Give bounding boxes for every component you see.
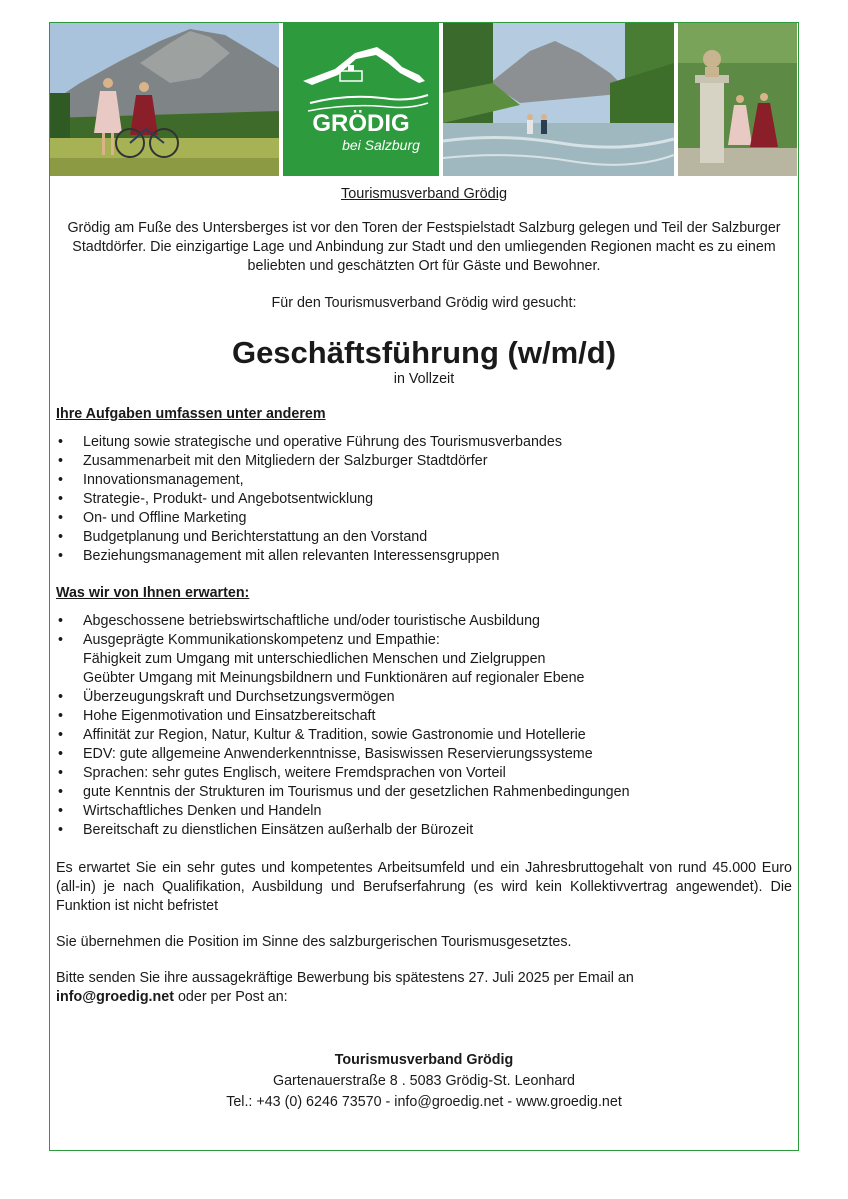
job-subtitle: in Vollzeit [393,371,455,387]
apply-rest: oder per Post an: [177,989,288,1005]
org-title: Tourismusverband Grödig [340,186,508,202]
position-paragraph: Sie übernehmen die Position im Sinne des salzburgerischen Tourismusgesetztes. [56,934,572,950]
list-item: • Zusammenarbeit mit den Mitgliedern der Salzburger Stadtdörfer [56,452,792,471]
list-item: • On- und Offline Marketing [56,509,792,528]
list-item: • Affinität zur Region, Natur, Kultur & Tradition, sowie Gastronomie und Hotellerie [56,726,792,745]
list-item: • Leitung sowie strategische und operative Führung des Tourismusverbandes [56,433,792,452]
list-item [56,631,792,688]
apply-paragraph [56,969,792,1007]
photo-women-with-bicycle [50,23,279,176]
job-title: Geschäftsführung (w/m/d) [231,335,617,370]
photo-statue-women [678,23,797,176]
page-frame [49,22,799,1151]
list-item: • Überzeugungskraft und Durchsetzungsvermögen [56,688,792,707]
list-item: • Budgetplanung und Berichterstattung an den Vorstand [56,528,792,547]
list-sub-line: Fähigkeit zum Umgang mit unterschiedlichen Menschen und Zielgruppen [83,651,546,667]
list-item: • Beziehungsmanagement mit allen relevanten Interessensgruppen [56,547,792,566]
content-body [56,185,792,1113]
footer-address: Gartenauerstraße 8 . 5083 Grödig-St. Leonhard [272,1073,575,1089]
list-sub-line: Geübter Umgang mit Meinungsbildnern und Funktionären auf regionaler Ebene [83,670,585,686]
expect-list [56,612,792,840]
footer-contact: Tel.: +43 (0) 6246 73570 - info@groedig.net - www.groedig.net [226,1094,622,1110]
list-item: • Innovationsmanagement, [56,471,792,490]
list-item: • Abgeschossene betriebswirtschaftliche und/oder touristische Ausbildung [56,612,792,631]
list-item: • Sprachen: sehr gutes Englisch, weitere Fremdsprachen von Vorteil [56,764,792,783]
groedig-logo [283,23,439,176]
footer-org-name: Tourismusverband Grödig [334,1052,514,1068]
salary-paragraph: Es erwartet Sie ein sehr gutes und kompetentes Arbeitsumfeld und ein Jahresbruttogehalt von rund 45.000 Euro (all-in) je nach Qualifikation, Ausbildung und Berufserfahrung (es wird kein Kollektivvertrag angewendet). Die Funktion ist nicht befristet [56,860,792,914]
list-item: • Wirtschaftliches Denken und Handeln [56,802,792,821]
list-item: • Bereitschaft zu dienstlichen Einsätzen außerhalb der Bürozeit [56,821,792,840]
sought-line: Für den Tourismusverband Grödig wird gesucht: [271,295,577,311]
intro-paragraph: Grödig am Fuße des Untersberges ist vor den Toren der Festspielstadt Salzburg gelegen und Teil der Salzburger Stadtdörfer. Die einzigartige Lage und Anbindung zur Stadt und den umliegenden Regionen macht es zu einem beliebten und geschätzten Ort für Gäste und Bewohner. [67,220,781,274]
apply-text: Bitte senden Sie ihre aussagekräftige Bewerbung bis spätestens 27. Juli 2025 per Email an [56,970,634,986]
photo-river-hikers [443,23,674,176]
tasks-heading: Ihre Aufgaben umfassen unter anderem [56,406,326,422]
list-item: • gute Kenntnis der Strukturen im Tourismus und der gesetzlichen Rahmenbedingungen [56,783,792,802]
contact-footer [56,1050,792,1113]
expect-heading: Was wir von Ihnen erwarten: [56,585,250,601]
apply-email-link[interactable]: info@groedig.net [56,989,174,1005]
list-item: • EDV: gute allgemeine Anwenderkenntnisse, Basiswissen Reservierungssysteme [56,745,792,764]
header-banner [50,23,797,176]
logo-name: GRÖDIG [312,110,410,137]
logo-subtitle: bei Salzburg [342,137,420,153]
list-item-text: • Ausgeprägte Kommunikationskompetenz und Empathie: [83,632,440,648]
list-item: • Strategie-, Produkt- und Angebotsentwicklung [56,490,792,509]
list-item: • Hohe Eigenmotivation und Einsatzbereitschaft [56,707,792,726]
tasks-list [56,433,792,566]
